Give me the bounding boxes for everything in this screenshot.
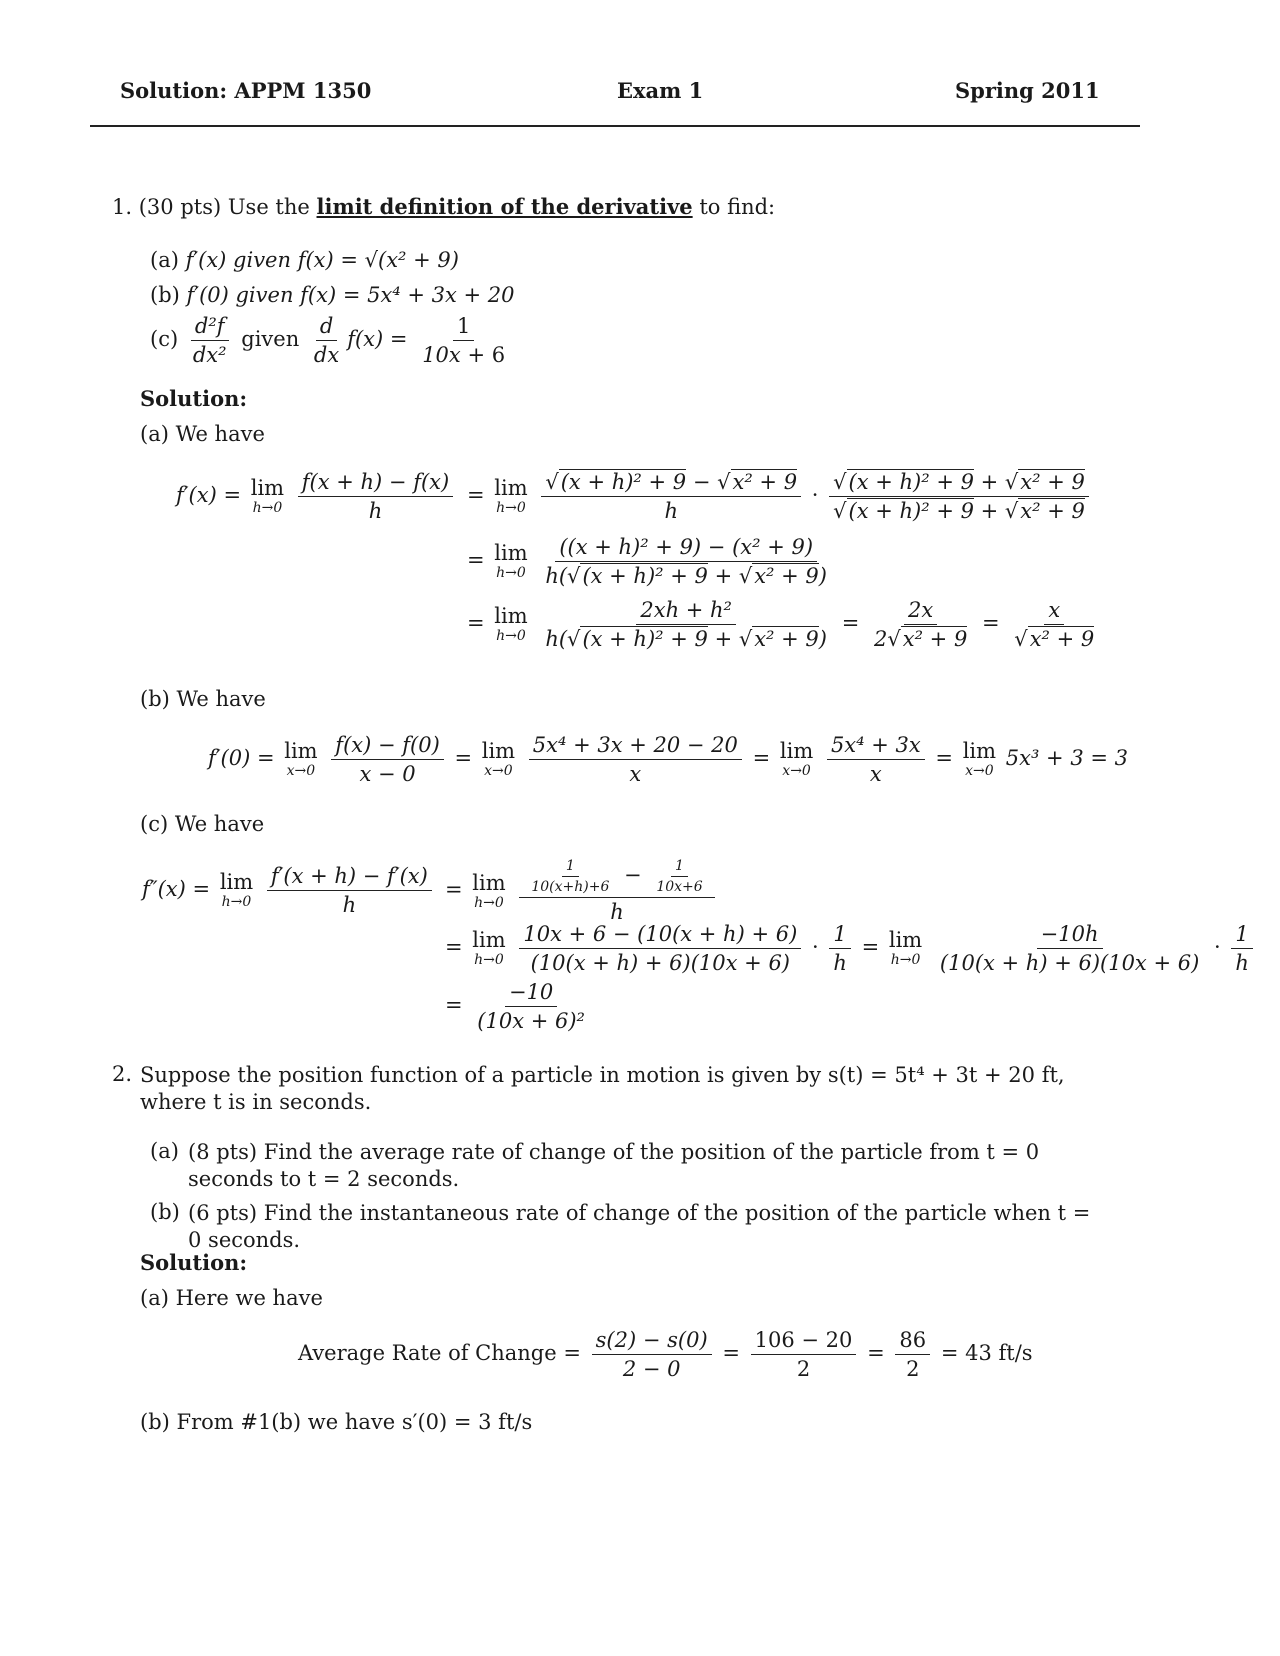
problem-2-statement: Suppose the position function of a particle in motion is given by s(t) = 5t⁴ + 3t + 20 ft, where t is in seconds.	[140, 1063, 1065, 1114]
eq-1c-line1-left: f″(x) = lim h→0 $\frac{f'(x + h) - f'(x)}{h}$	[142, 864, 436, 917]
eq-1a-line3: = lim h→0 $\frac{\text{2xh + h²}}{\text{h(√(x + h)² + 9 + √x² + 9)}}$ = $\frac{2x}{\text{2√x² + 9}}$ = $\frac{x}{\text{√x² + 9}}$	[467, 598, 1095, 652]
problem-1-emphasis: limit definition of the derivative	[316, 194, 693, 219]
problem-1b: (b) f′(0) given f(x) = 5x⁴ + 3x + 20	[150, 283, 515, 307]
solution-2b-text: (b) From #1(b) we have s′(0) = 3 ft/s	[140, 1410, 533, 1434]
solution-2a-intro: (a) Here we have	[140, 1286, 323, 1310]
eq-1b: f′(0) = lim x→0 $\frac{f(x) - f(0)}{x - 0}$ = lim x→0 $\frac{\text{5x⁴ + 3x + 20 − 20}}{x}$ = lim x→0 $\frac{\text{5x⁴ + 3x}}{x}$ = lim x→0 5x³ + 3 = 3	[208, 733, 1128, 787]
eq-1a-line2: = lim h→0 $\frac{\text{((x + h)² + 9) − (x² + 9)}}{\text{h(√(x + h)² + 9 + √x² + 9)}}$	[467, 535, 827, 589]
solution-1a-intro: (a) We have	[140, 422, 265, 446]
solution-1b-intro: (b) We have	[140, 687, 266, 711]
problem-1-number: 1.	[112, 195, 133, 219]
problem-2a-label: (a)	[150, 1139, 179, 1163]
eq-1c-line3: = $\frac{-10}{\text{(10x + 6)²}}$	[445, 980, 585, 1034]
eq-1c-line2: = lim h→0 $\frac{10x + 6 - (10(x + h) + 6)}{(10(x + h) + 6)(10x + 6)}$ · $\frac{1}{h}$ = lim h→0 $\frac{-10h}{(10(x + h) + 6)(10x + 6)}$ · $\frac{1}{h}$	[445, 922, 1257, 975]
solution-1c-intro: (c) We have	[140, 812, 265, 836]
eq-1a-line1-left: f′(x) = lim h→0 $\frac{f(x + h) - f(x)}{h}$	[176, 470, 457, 523]
problem-2b-text: (6 pts) Find the instantaneous rate of change of the position of the particle when t = 0 seconds.	[188, 1201, 1091, 1252]
solution-2-heading: Solution:	[140, 1250, 248, 1275]
eq-1a-line1-right: = lim h→0 $\frac{\text{√(x + h)² + 9 − √x² + 9}}{h}$ · $\frac{\text{√(x + h)² + 9 + √x² + 9}}{\text{√(x + h)² + 9 + √x² + 9}}$	[467, 470, 1093, 523]
problem-1-points: (30 pts) Use the	[138, 195, 310, 219]
header-center: Exam 1	[617, 78, 704, 103]
solution-1-heading: Solution:	[140, 386, 248, 411]
problem-2b-label: (b)	[150, 1200, 180, 1224]
problem-1c: (c) $\frac{\text{d²f}}{\text{dx²}}$ given $\frac{d}{dx}$ f(x) = $\frac{1}{10x + 6}$	[150, 314, 506, 368]
header-rule	[90, 125, 1140, 127]
problem-2a-text: (8 pts) Find the average rate of change of the position of the particle from t = 0 seconds to t = 2 seconds.	[188, 1140, 1040, 1191]
header-left: Solution: APPM 1350	[120, 78, 372, 103]
problem-1-statement	[112, 194, 775, 219]
header-right: Spring 2011	[955, 78, 1100, 103]
problem-2-number: 2.	[112, 1062, 133, 1086]
problem-1a: (a) f′(x) given f(x) = √(x² + 9)	[150, 248, 459, 272]
problem-1-tail: to find:	[699, 195, 776, 219]
eq-2a: Average Rate of Change = $\frac{s(2) - s(0)}{2 - 0}$ = $\frac{106 - 20}{2}$ = $\frac{86}{2}$ = 43 ft/s	[298, 1328, 1033, 1382]
eq-1c-line1-right: = lim h→0 $\frac{1}{10(x+h)+6}$ − $\frac{1}{10x+6}$ h	[445, 858, 719, 924]
